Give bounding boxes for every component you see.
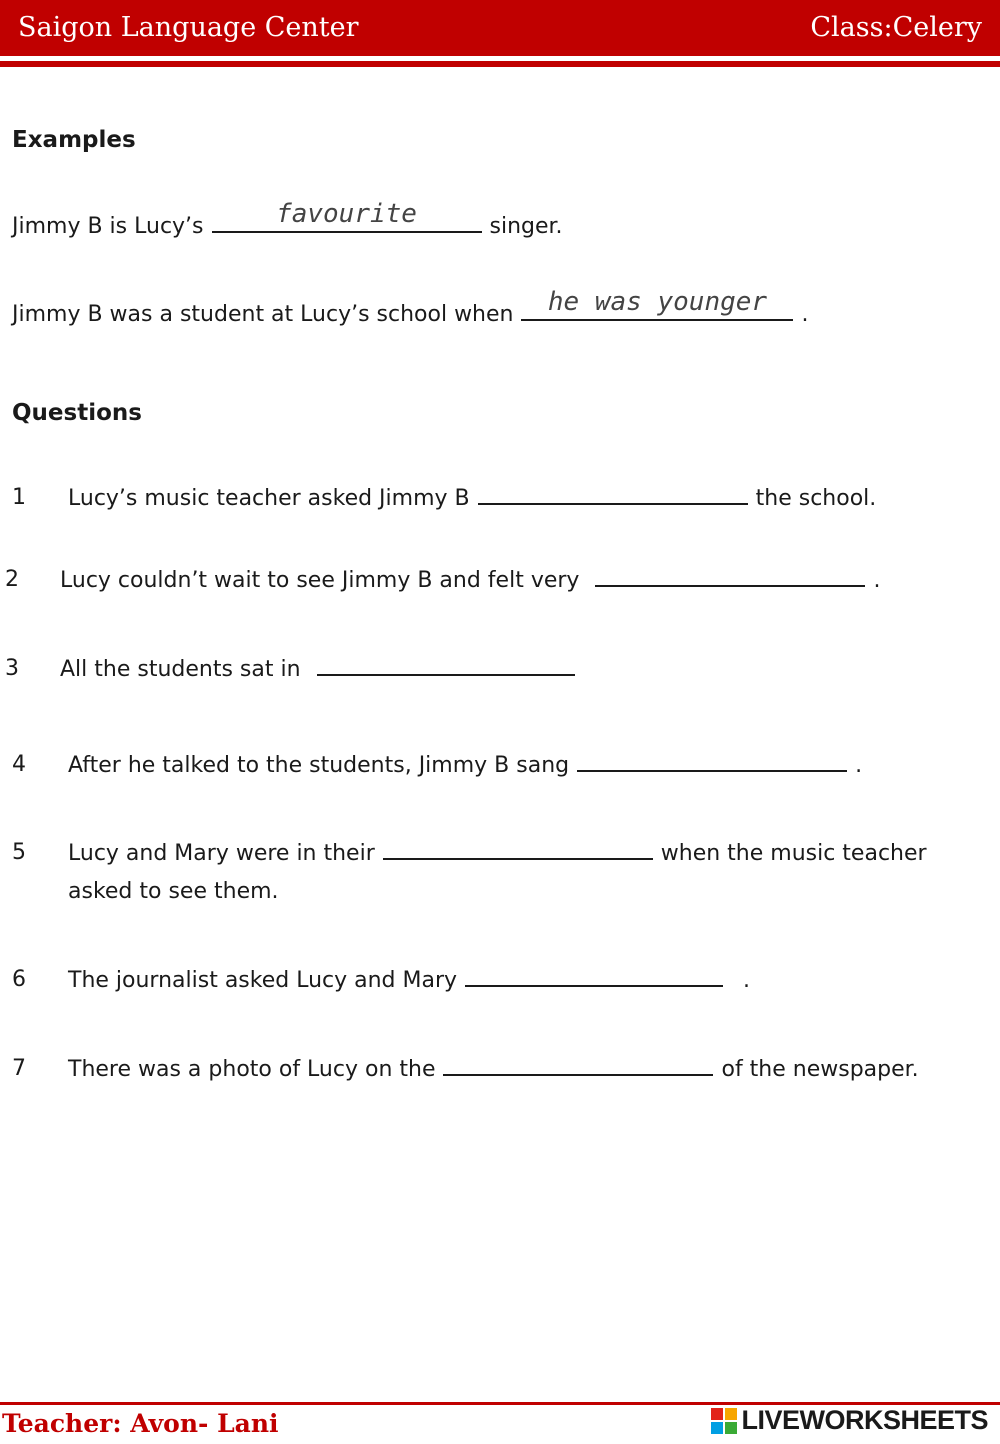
question-7-before: There was a photo of Lucy on the	[68, 1057, 436, 1082]
question-4-answer-input[interactable]	[577, 754, 847, 772]
question-3-before: All the students sat in	[60, 657, 301, 682]
question-5	[68, 842, 927, 865]
question-1-number: 1	[12, 485, 26, 510]
question-6-after: .	[743, 968, 751, 993]
example-2-answer-blank	[521, 287, 793, 321]
liveworksheets-logo-icon	[711, 1408, 737, 1434]
example-2-before: Jimmy B was a student at Lucy’s school when	[12, 302, 514, 327]
question-2	[60, 569, 880, 592]
question-1-answer-input[interactable]	[478, 487, 748, 505]
question-4	[68, 754, 862, 777]
question-3	[60, 658, 583, 681]
question-7-after: of the newspaper.	[721, 1057, 919, 1082]
examples-heading: Examples	[12, 127, 136, 153]
example-2-after: .	[801, 302, 809, 327]
question-7-answer-input[interactable]	[443, 1058, 713, 1076]
example-2-answer: he was younger	[547, 287, 768, 317]
question-5-line2: asked to see them.	[68, 879, 279, 904]
example-1-before: Jimmy B is Lucy’s	[12, 214, 204, 239]
header-divider	[0, 61, 1000, 67]
brand-name: LIVEWORKSHEETS	[741, 1405, 988, 1435]
question-6-answer-input[interactable]	[465, 969, 723, 987]
question-5-answer-input[interactable]	[383, 842, 653, 860]
question-3-number: 3	[5, 656, 19, 681]
teacher-name: Teacher: Avon- Lani	[2, 1409, 279, 1438]
question-7	[68, 1058, 919, 1081]
example-1-answer-blank	[212, 199, 482, 233]
question-1-before: Lucy’s music teacher asked Jimmy B	[68, 486, 470, 511]
question-2-number: 2	[5, 567, 19, 592]
question-4-after: .	[855, 753, 863, 778]
example-2	[12, 287, 809, 327]
question-4-before: After he talked to the students, Jimmy B sang	[68, 753, 570, 778]
question-2-before: Lucy couldn’t wait to see Jimmy B and felt very	[60, 568, 580, 593]
question-6-before: The journalist asked Lucy and Mary	[68, 968, 458, 993]
question-6	[68, 969, 750, 992]
question-4-number: 4	[12, 752, 26, 777]
question-2-after: .	[873, 568, 881, 593]
example-1-after: singer.	[489, 214, 563, 239]
questions-heading: Questions	[12, 400, 142, 426]
liveworksheets-brand[interactable]	[711, 1407, 988, 1434]
question-2-answer-input[interactable]	[595, 569, 865, 587]
question-6-number: 6	[12, 967, 26, 992]
question-1	[68, 487, 876, 510]
class-name: Class:Celery	[810, 12, 982, 43]
question-7-number: 7	[12, 1056, 26, 1081]
question-5-number: 5	[12, 840, 26, 865]
question-5-after: when the music teacher	[660, 841, 927, 866]
question-1-after: the school.	[755, 486, 877, 511]
example-1	[12, 199, 563, 239]
question-5-before: Lucy and Mary were in their	[68, 841, 375, 866]
example-1-answer: favourite	[276, 199, 417, 229]
school-name: Saigon Language Center	[18, 12, 359, 43]
question-3-answer-input[interactable]	[317, 658, 575, 676]
